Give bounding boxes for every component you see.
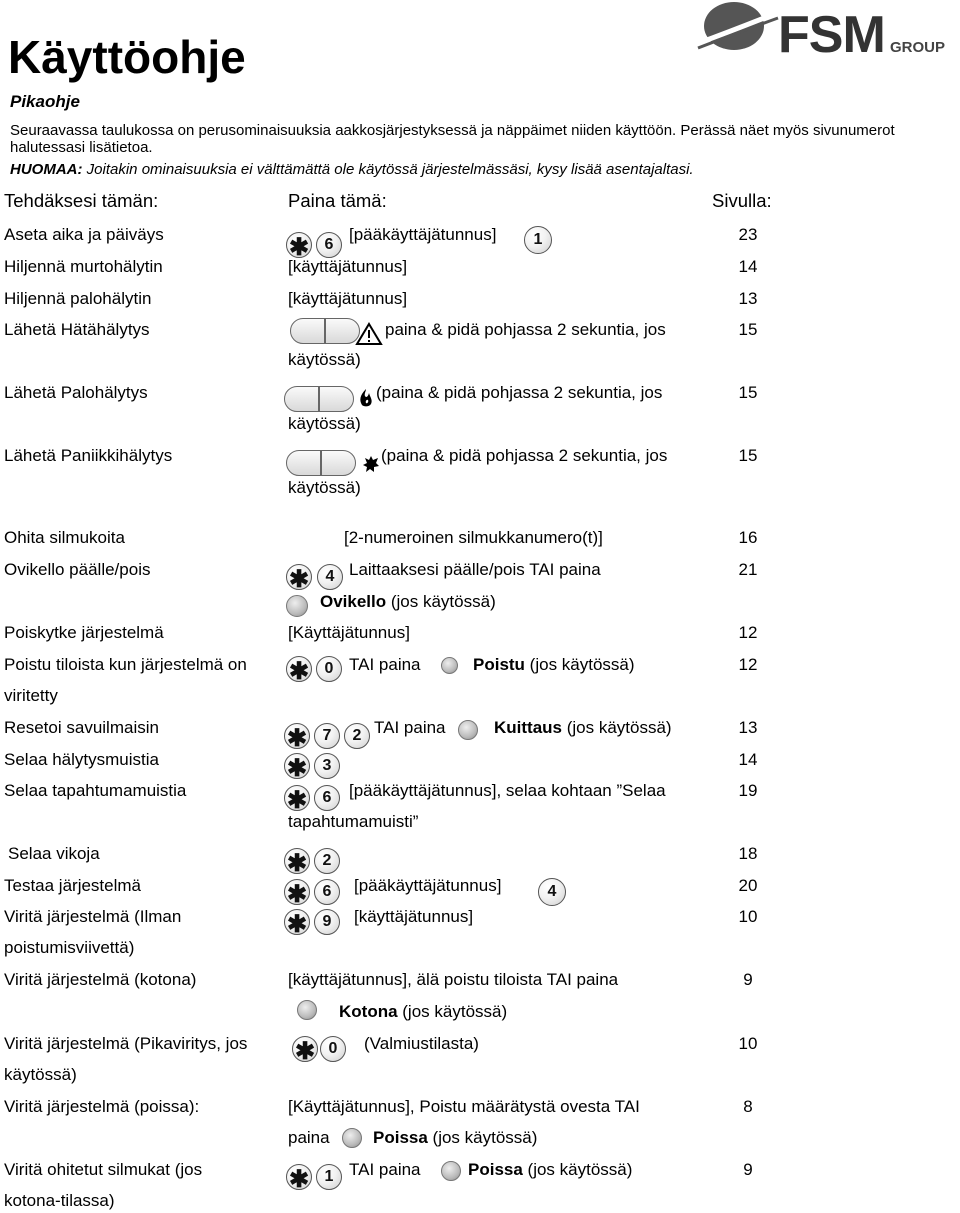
action-text-cont [468,1160,632,1180]
key-2-icon: 2 [314,848,340,874]
feature-label: Lähetä Hätähälytys [4,320,150,339]
home-button-icon [297,1000,317,1020]
function-key-pair-icon [286,450,356,476]
action-bold: Poissa [468,1160,523,1179]
feature-label: Resetoi savuilmaisin [4,718,159,737]
page-number: 12 [738,655,758,674]
action-text-cont: tapahtumamuisti” [288,812,419,831]
star-key-icon: ✱ [286,1164,312,1190]
action-text-cont [288,1128,330,1148]
action-text: [Käyttäjätunnus], Poistu määrätystä ovesta TAI [288,1097,640,1116]
page-number: 13 [738,289,758,308]
action-text: TAI paina [374,718,446,737]
star-key-icon: ✱ [284,909,310,935]
page-number: 14 [738,257,758,276]
page-number: 15 [738,383,758,402]
key-6-icon: 6 [314,879,340,905]
action-text: (paina & pidä pohjassa 2 sekuntia, jos [376,383,663,402]
exit-button-icon [441,657,458,674]
key-9-icon: 9 [314,909,340,935]
feature-label: Viritä järjestelmä (Pikaviritys, jos [4,1034,248,1053]
key-1-icon: 1 [316,1164,342,1190]
note-label: HUOMAA: [10,161,83,178]
panic-icon [362,455,380,473]
page-number: 23 [738,225,758,244]
page-number: 10 [738,907,758,926]
feature-label: Ovikello päälle/pois [4,560,151,579]
page-number: 8 [743,1097,753,1116]
action-bold: Poistu [473,655,525,674]
feature-label: Viritä ohitetut silmukat (jos [4,1160,203,1179]
feature-label: Selaa hälytysmuistia [4,750,159,769]
feature-label: Ohita silmukoita [4,528,125,547]
star-key-icon: ✱ [286,564,312,590]
feature-label: Aseta aika ja päiväys [4,225,164,244]
note-body: Joitakin ominaisuuksia ei välttämättä ole käytössä järjestelmässäsi, kysy lisää asentajaltasi. [82,161,694,178]
action-text-cont [320,592,496,612]
action-text-cont: käytössä) [288,414,361,433]
action-text: Laittaaksesi päälle/pois TAI paina [349,560,601,579]
star-key-icon: ✱ [284,848,310,874]
action-text: [käyttäjätunnus], älä poistu tiloista TAI paina [288,970,619,989]
action-text: [pääkäyttäjätunnus] [349,225,497,244]
feature-label: Hiljennä palohälytin [4,289,152,308]
page-subtitle: Pikaohje [10,92,80,111]
key-6-icon: 6 [314,785,340,811]
key-0-icon: 0 [316,656,342,682]
logo-text: FSM [778,6,885,58]
intro-text: Seuraavassa taulukossa on perusominaisuuksia aakkosjärjestyksessä ja näppäimet niiden käyttöön. Perässä näet myös sivunumerot halutessasi lisätietoa. [10,122,895,156]
page-number: 14 [738,750,758,769]
key-3-icon: 3 [314,753,340,779]
page-number: 21 [738,560,758,579]
key-4-icon: 4 [538,878,566,906]
column-header-page: Sivulla: [712,190,772,211]
star-key-icon: ✱ [284,723,310,749]
action-text-cont [339,1002,507,1022]
action-text-cont: käytössä) [288,350,361,369]
action-tail: (jos käytössä) [522,1160,633,1179]
action-prefix: paina [288,1128,330,1147]
feature-label-cont: kotona-tilassa) [4,1191,115,1210]
action-text-cont [373,1128,537,1148]
doorbell-button-icon [286,595,308,617]
page-number: 15 [738,320,758,339]
action-tail: (jos käytössä) [386,592,496,611]
action-text-cont [494,718,672,738]
page-number: 16 [738,528,758,547]
star-key-icon: ✱ [286,656,312,682]
action-text: (Valmiustilasta) [364,1034,479,1053]
function-key-pair-icon [290,318,360,344]
feature-label: Poistu tiloista kun järjestelmä on [4,655,247,674]
page-number: 15 [738,446,758,465]
page-number: 20 [738,876,758,895]
fsm-group-logo [694,0,960,58]
page-number: 12 [738,623,758,642]
key-1-icon: 1 [524,226,552,254]
action-bold: Kuittaus [494,718,562,737]
key-0-icon: 0 [320,1036,346,1062]
page-title: Käyttöohje [8,31,246,83]
feature-label-cont: käytössä) [4,1065,77,1084]
feature-label: Viritä järjestelmä (kotona) [4,970,197,989]
feature-label: Lähetä Palohälytys [4,383,148,402]
action-text: [käyttäjätunnus] [354,907,474,926]
key-6-icon: 6 [316,232,342,258]
page-number: 9 [743,970,753,989]
page-number: 13 [738,718,758,737]
star-key-icon: ✱ [284,879,310,905]
feature-label-cont: poistumisviivettä) [4,938,135,957]
action-text-cont: käytössä) [288,478,361,497]
action-text: TAI paina [349,1160,421,1179]
away-button-icon [342,1128,362,1148]
reset-button-icon [458,720,478,740]
action-text: paina & pidä pohjassa 2 sekuntia, jos [385,320,666,339]
feature-label: Selaa tapahtumamuistia [4,781,187,800]
page-number: 9 [743,1160,753,1179]
star-key-icon: ✱ [284,785,310,811]
action-text: [Käyttäjätunnus] [288,623,410,642]
action-text: [käyttäjätunnus] [288,289,408,308]
logo-group-text: GROUP [890,39,946,56]
action-text: (paina & pidä pohjassa 2 sekuntia, jos [381,446,668,465]
column-header-action: Paina tämä: [288,190,387,211]
action-tail: (jos käytössä) [427,1128,538,1147]
note-text [10,161,694,178]
key-4-icon: 4 [317,564,343,590]
page-number: 10 [738,1034,758,1053]
feature-label-cont: viritetty [4,686,58,705]
action-text-cont [473,655,635,675]
star-key-icon: ✱ [284,753,310,779]
action-text: [käyttäjätunnus] [288,257,408,276]
action-bold: Ovikello [320,592,387,611]
feature-label: Viritä järjestelmä (Ilman [4,907,182,926]
column-header-feature: Tehdäksesi tämän: [4,190,159,211]
function-key-pair-icon [284,386,354,412]
star-key-icon: ✱ [286,232,312,258]
action-text: TAI paina [349,655,421,674]
feature-label: Lähetä Paniikkihälytys [4,446,173,465]
feature-label: Poiskytke järjestelmä [4,623,164,642]
feature-label: Viritä järjestelmä (poissa): [4,1097,200,1116]
action-tail: (jos käytössä) [397,1002,508,1021]
star-key-icon: ✱ [292,1036,318,1062]
action-bold: Poissa [373,1128,428,1147]
warning-triangle-icon [355,322,383,346]
feature-label: Hiljennä murtohälytin [4,257,163,276]
action-text: [pääkäyttäjätunnus], selaa kohtaan ”Selaa [349,781,666,800]
key-7-icon: 7 [314,723,340,749]
away-button-icon [441,1161,461,1181]
page-number: 19 [738,781,758,800]
fire-icon [357,388,375,408]
feature-label: Selaa vikoja [8,844,100,863]
feature-label: Testaa järjestelmä [4,876,142,895]
action-text: [pääkäyttäjätunnus] [354,876,502,895]
action-tail: (jos käytössä) [562,718,672,737]
page-number: 18 [738,844,758,863]
action-tail: (jos käytössä) [524,655,635,674]
action-text: [2-numeroinen silmukkanumero(t)] [344,528,603,547]
key-2-icon: 2 [344,723,370,749]
action-bold: Kotona [339,1002,398,1021]
